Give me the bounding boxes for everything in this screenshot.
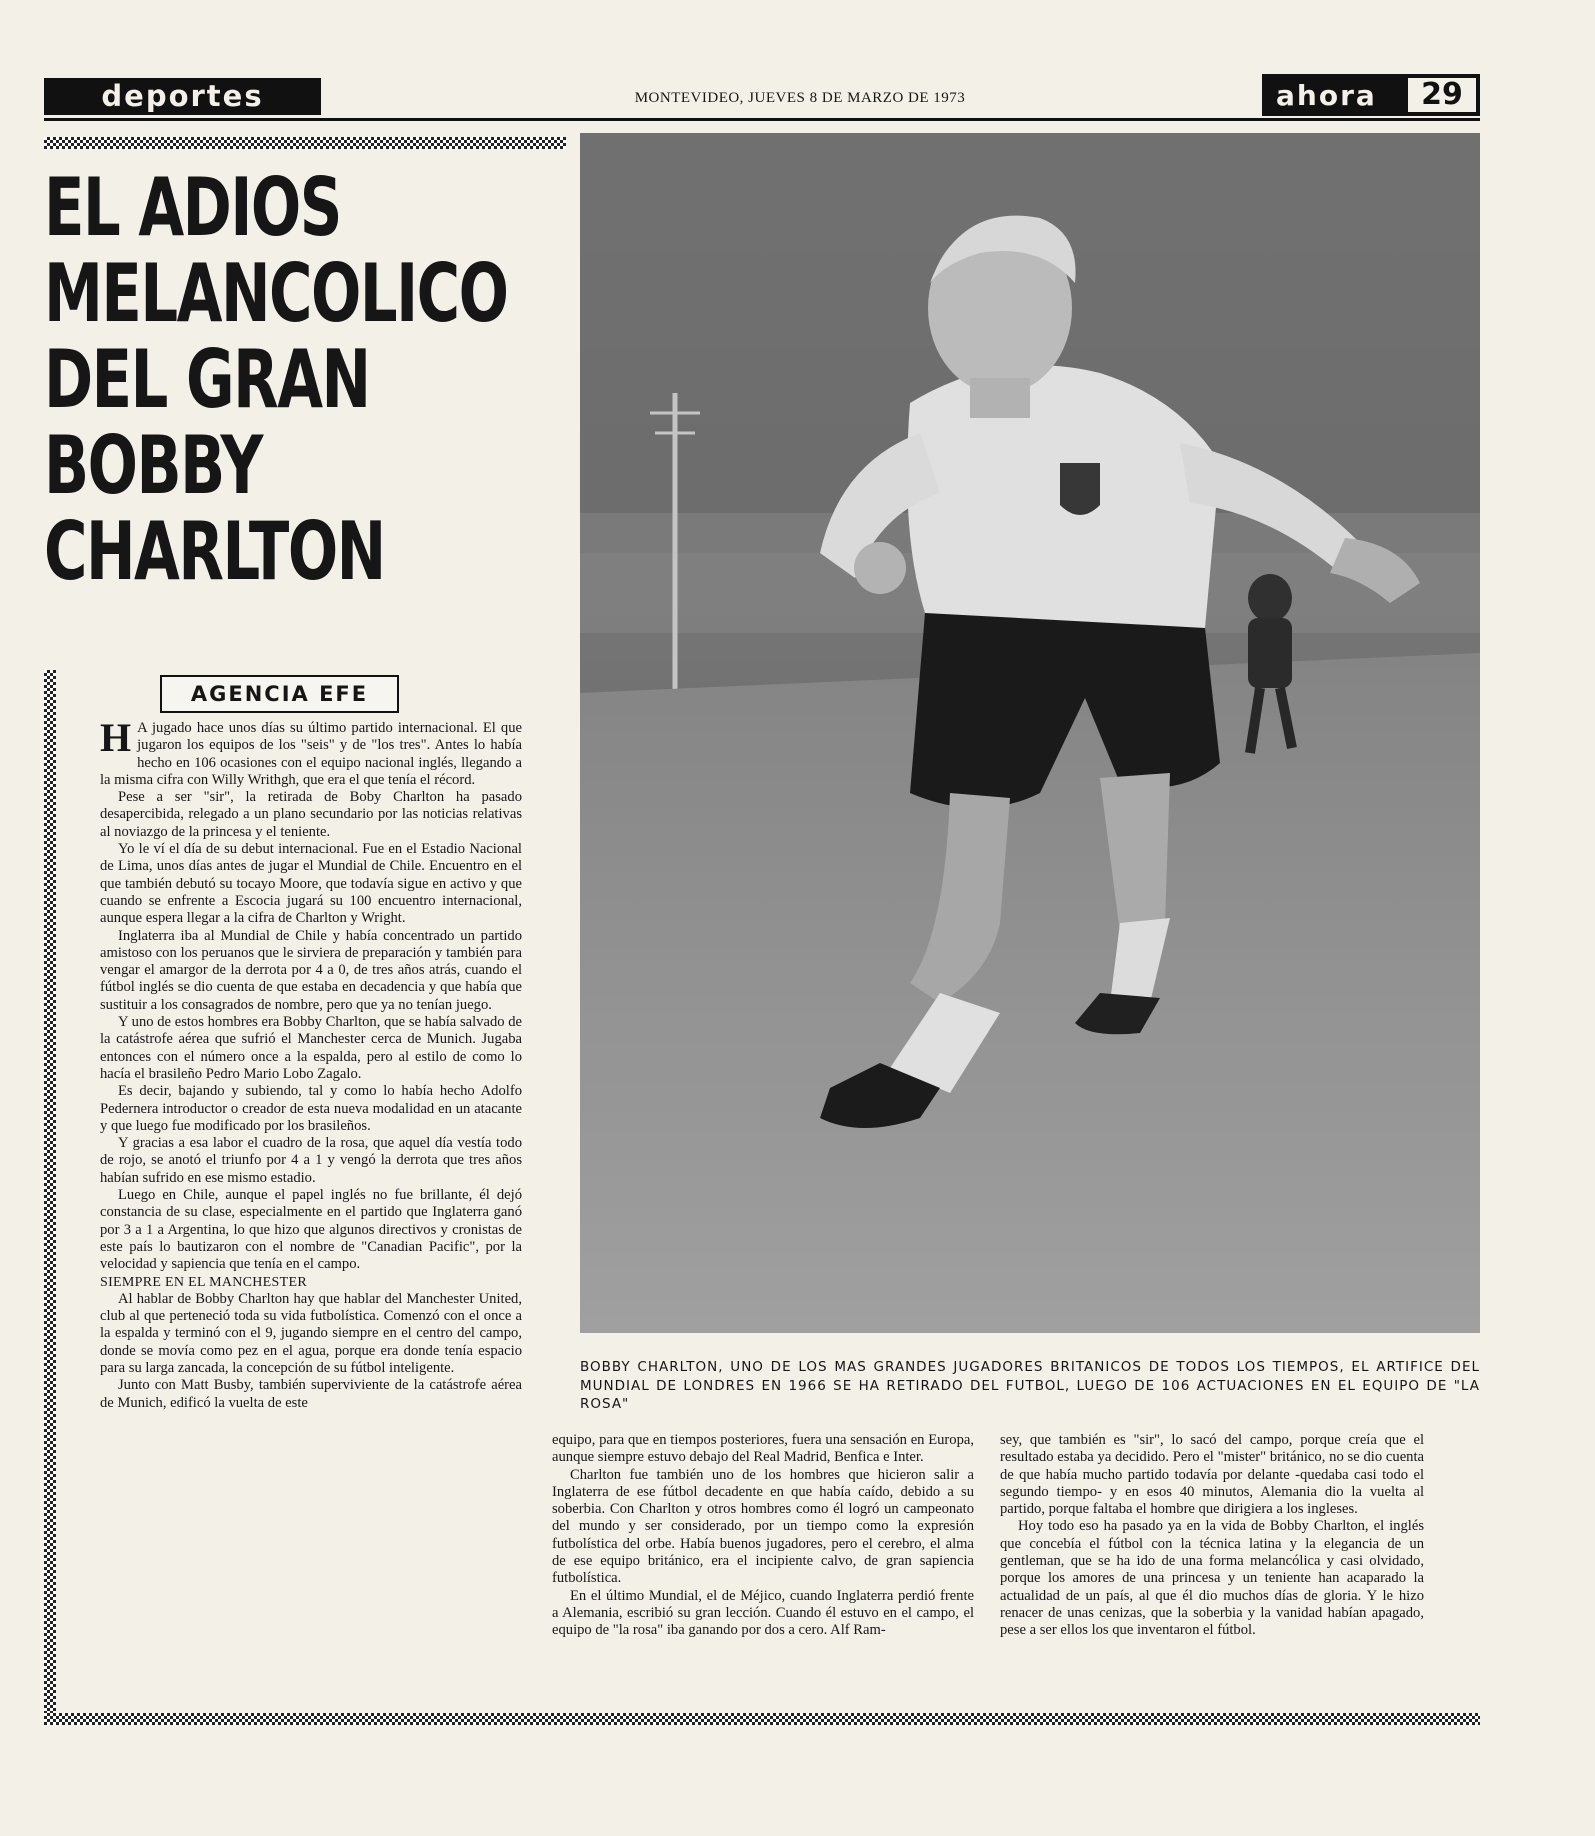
- article-column-1: [100, 715, 522, 1412]
- article-column-2: [552, 1432, 974, 1640]
- photo-bobby-charlton: [580, 133, 1480, 1333]
- headline-line: DEL GRAN: [44, 333, 370, 426]
- page-number: 29: [1408, 78, 1476, 112]
- bottom-border: [44, 1713, 1480, 1725]
- article-paragraph: Charlton fue también uno de los hombres que hicieron salir a Inglaterra de ese fútbol decadente en que había caído, debido a su soberbia. Con Charlton y otros hombres como él logró un campeonato del mundo y ser considerado, por un tiempo como la expresión futbolística del orbe. Había buenos jugadores, pero el cerebro, el alma de ese equipo británico, era el incipiente calvo, de gran sapiencia futbolística.: [552, 1466, 974, 1587]
- article-paragraph: H A jugado hace unos días su último partido internacional. El que jugaron los equipos de los "seis" y de "los tres". Antes lo había hecho en 106 ocasiones con el equipo nacional inglés, llegando a la misma cifra con Willy Writhgh, que era el que tenía el récord.: [100, 715, 522, 788]
- headline-line: CHARLTON: [44, 505, 385, 598]
- article-paragraph: Junto con Matt Busby, también superviviente de la catástrofe aérea de Munich, edificó la vuelta de este: [100, 1377, 522, 1411]
- article-paragraph: En el último Mundial, el de Méjico, cuando Inglaterra perdió frente a Alemania, escribió su gran lección. Cuando él estuvo en el campo, el equipo de "la rosa" iba ganando por dos a cero. Alf Ram-: [552, 1587, 974, 1639]
- article-paragraph: Luego en Chile, aunque el papel inglés no fue brillante, él dejó constancia de su clase, especialmente en el partido que Inglaterra ganó por 3 a 1 a Argentina, lo que hizo que algunos directivos y cronistas de este país lo bautizaron con el nombre de "Canadian Pacific", por la velocidad y sapiencia que tenía en el campo.: [100, 1187, 522, 1273]
- dropcap: H: [100, 715, 132, 760]
- headline: [44, 161, 508, 598]
- article-paragraph: sey, que también es "sir", lo sacó del campo, porque creía que el resultado estaba ya decidido. Pero el "mister" británico, no se dio cuenta de que había mucho partido todavía por delante -quedaba casi todo el segundo tiempo- y en esos 40 minutos, Alemania dio la vuelta al partido, porque faltaba el hombre que dirigiera a los ingleses.: [1000, 1432, 1424, 1518]
- article-paragraph: Yo le ví el día de su debut internacional. Fue en el Estadio Nacional de Lima, unos días antes de jugar el Mundial de Chile. Encuentro en el que también debutó su tocayo Moore, que todavía sigue en activo y que cuando se enfrente a Escocia jugará su 100 encuentro internacional, aunque espera llegar a la cifra de Charlton y Wright.: [100, 841, 522, 927]
- brand-name: ahora: [1276, 78, 1377, 112]
- dateline: MONTEVIDEO, JUEVES 8 DE MARZO DE 1973: [634, 90, 966, 106]
- player-illustration: [580, 133, 1480, 1333]
- section-label: deportes: [44, 78, 321, 115]
- byline: AGENCIA EFE: [160, 675, 399, 713]
- article-paragraph: Al hablar de Bobby Charlton hay que hablar del Manchester United, club al que perteneció toda su vida futbolística. Comenzó con el once a la espalda y terminó con el 9, jugando siempre en el centro del campo, donde se movía como pez en el agua, porque era donde tenía espacio para su larga zancada, la concepción de su fútbol inteligente.: [100, 1290, 522, 1376]
- article-paragraph: Es decir, bajando y subiendo, tal y como lo había hecho Adolfo Pedernera introductor o creador de esta nueva modalidad en un atacante y que luego fue modificado por los brasileños.: [100, 1083, 522, 1134]
- headline-line: BOBBY: [44, 419, 262, 512]
- masthead-brand: [1262, 74, 1480, 116]
- article-paragraph: Pese a ser "sir", la retirada de Boby Charlton ha pasado desapercibida, relegado a un plano secundario por las noticias relativas al noviazgo de la princesa y el teniente.: [100, 789, 522, 840]
- photo-caption: BOBBY CHARLTON, UNO DE LOS MAS GRANDES JUGADORES BRITANICOS DE TODOS LOS TIEMPOS, EL ARTIFICE DEL MUNDIAL DE LONDRES EN 1966 SE HA RETIRADO DEL FUTBOL, LUEGO DE 106 ACTUACIONES EN EL EQUIPO DE "LA ROSA": [580, 1359, 1480, 1412]
- top-border-left: [44, 137, 566, 149]
- subheading: SIEMPRE EN EL MANCHESTER: [100, 1274, 307, 1290]
- left-border: [44, 670, 56, 1725]
- header-rule: [44, 118, 1480, 121]
- article-paragraph: Y uno de estos hombres era Bobby Charlton, que se había salvado de la catástrofe aérea que sufrió el Manchester cerca de Munich. Jugaba entonces con el número once a la espalda, pero al estilo de como lo hacía el brasileño Pedro Mario Lobo Zagalo.: [100, 1014, 522, 1082]
- article-paragraph: Y gracias a esa labor el cuadro de la rosa, que aquel día vestía todo de rojo, se anotó el triunfo por 4 a 1 y vengó la derrota que tres años habían sufrido en ese mismo estadio.: [100, 1135, 522, 1186]
- article-paragraph: equipo, para que en tiempos posteriores, fuera una sensación en Europa, aunque siempre estuvo debajo del Real Madrid, Benfica e Inter.: [552, 1432, 974, 1466]
- article-paragraph: Inglaterra iba al Mundial de Chile y había concentrado un partido amistoso con los peruanos que le sirviera de preparación y también para vengar el amargor de la derrota por 4 a 0, de tres años atrás, cuando el fútbol inglés se dio cuenta de que estaba en decadencia y que había que sustituir a los consagrados de nombre, pero que ya no tenían juego.: [100, 927, 522, 1013]
- article-paragraph: Hoy todo eso ha pasado ya en la vida de Bobby Charlton, el inglés que concebía el fútbol con la técnica latina y la elegancia de un gentleman, que se ha ido de una forma melancólica y casi olvidado, porque los amores de una princesa y un teniente han acaparado la actualidad de un país, al que él dio muchos días de gloria. Y le hizo renacer de unas cenizas, que la soberbia y la vanidad habían apagado, pese a ser ellos los que inventaron el fútbol.: [1000, 1518, 1424, 1639]
- article-column-3: [1000, 1432, 1424, 1640]
- headline-line: MELANCOLICO: [44, 247, 508, 340]
- headline-line: EL ADIOS: [44, 161, 341, 254]
